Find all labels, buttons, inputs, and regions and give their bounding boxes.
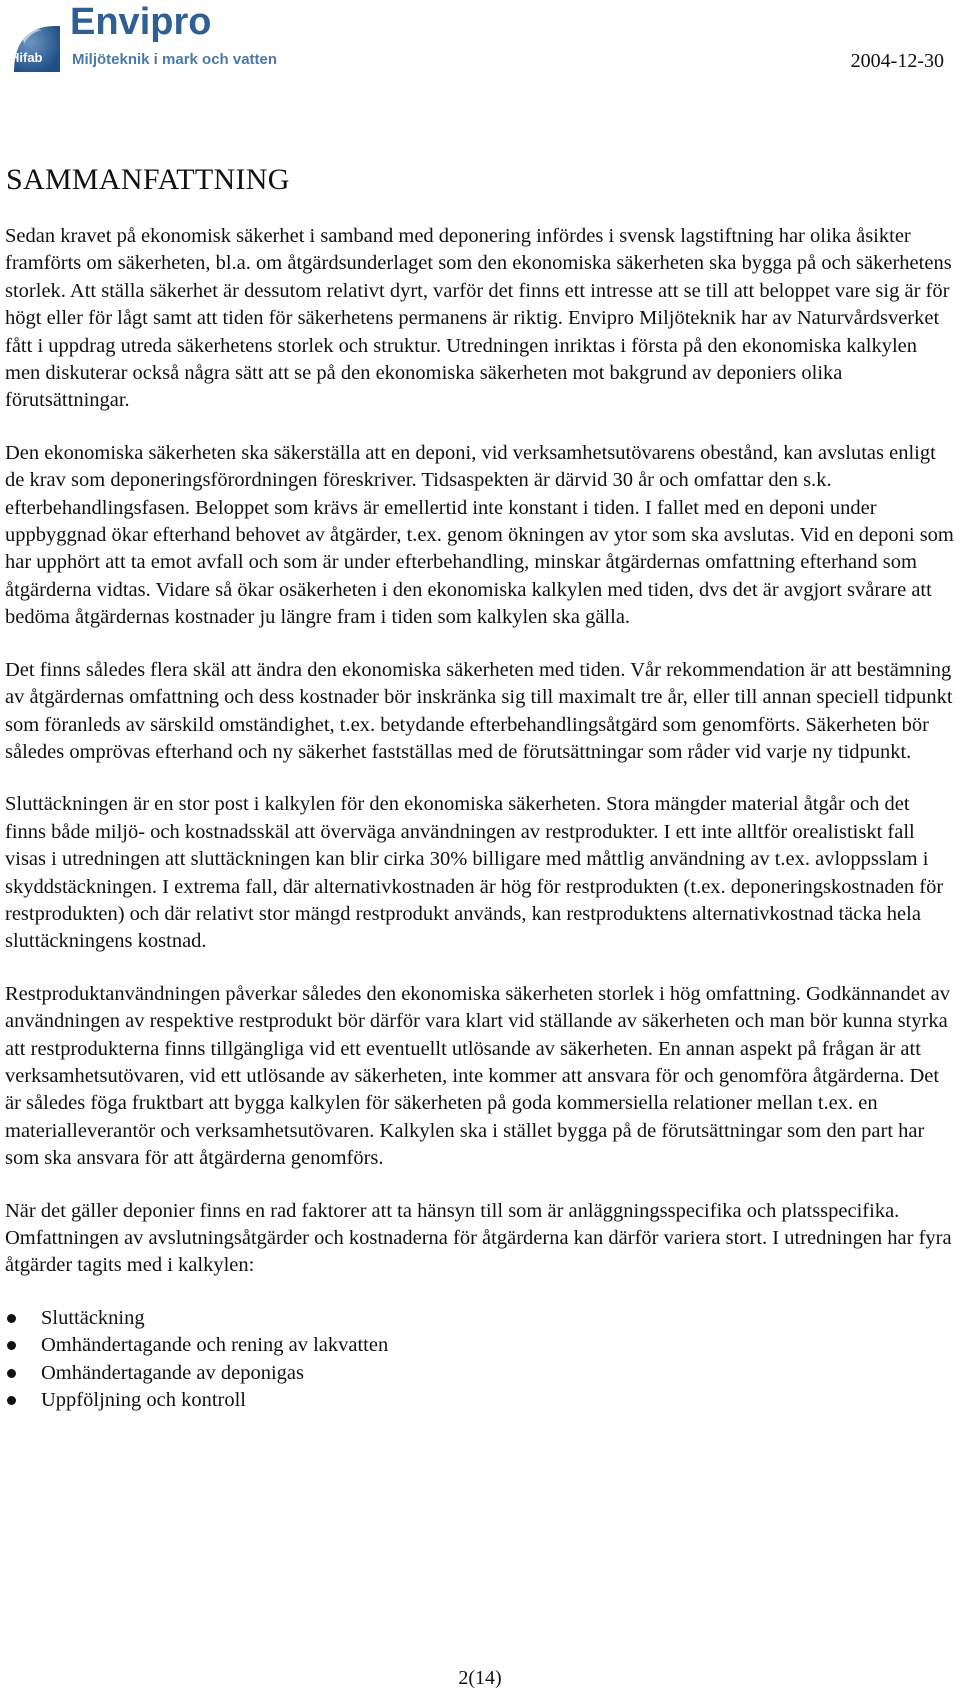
list-item xyxy=(5,1332,955,1359)
list-item xyxy=(5,1360,955,1387)
bullet-icon xyxy=(7,1369,16,1378)
list-item-label: Omhändertagande och rening av lakvatten xyxy=(41,1334,389,1357)
company-logo xyxy=(0,0,290,80)
logo-company-text: Hifab xyxy=(10,50,43,65)
document-body xyxy=(5,223,955,1414)
bullet-icon xyxy=(7,1341,16,1350)
paragraph: Sedan kravet på ekonomisk säkerhet i samband med deponering infördes i svensk lagstiftning har olika åsikter framförts om säkerheten, bl.a. om åtgärdsunderlaget som den ekonomiska säkerheten ska bygga på och säkerhetens storlek. Att ställa säkerhet är dessutom relativt dyrt, varför det finns ett intresse att se till att beloppet vare sig är för högt eller för lågt samt att tiden för säkerhetens permanens är riktig. Envipro Miljöteknik har av Naturvårdsverket fått i uppdrag utreda säkerhetens storlek och struktur. Utredningen inriktas i första på den ekonomiska kalkylen men diskuterar också några sätt att se på den ekonomiska säkerheten mot bakgrund av deponiers olika förutsättningar. xyxy=(5,225,952,412)
paragraph: Det finns således flera skäl att ändra den ekonomiska säkerheten med tiden. Vår rekommendation är att bestämning av åtgärdernas omfattning och dess kostnader bör inskränka sig till maximalt tre år, eller till annan speciell tidpunkt som föranleds av särskild omständighet, t.ex. betydande efterbehandlingsåtgärd som genomförts. Säkerheten bör således omprövas efterhand och ny säkerhet fastställas med de förutsättningar som råder vid varje ny tidpunkt. xyxy=(5,658,953,763)
logo-brand-text: Envipro xyxy=(70,1,212,43)
paragraph: Restproduktanvändningen påverkar således den ekonomiska säkerheten storlek i hög omfattning. Godkännandet av användningen av respektive restprodukt bör därför vara klart vid ställande av säkerheten och man bör kunna styrka att restprodukterna finns tillgängliga vid ett eventuellt utlösande av säkerheten. En annan aspekt på frågan är att verksamhetsutövaren, vid ett utlösande av säkerheten, inte kommer att ansvara för och genomföra åtgärderna. Det är således föga fruktbart att bygga kalkylen för säkerheten på goda kommersiella relationer mellan t.ex. en materialleverantör och verksamhetsutövaren. Kalkylen ska i stället bygga på de förutsättningar som den part har som ska ansvara för att åtgärderna genomförs. xyxy=(5,982,951,1170)
bullet-icon xyxy=(7,1314,16,1323)
list-item-label: Uppföljning och kontroll xyxy=(41,1389,246,1412)
list-item xyxy=(5,1305,955,1332)
measures-list xyxy=(5,1305,955,1415)
list-item xyxy=(5,1387,955,1414)
page-number: 2(14) xyxy=(458,1667,502,1689)
list-item-label: Omhändertagande av deponigas xyxy=(41,1361,304,1384)
paragraph: Sluttäckningen är en stor post i kalkylen för den ekonomiska säkerheten. Stora mängder material åtgår och det finns både miljö- och kostnadsskäl att överväga användningen av restprodukter. I ett inte alltför orealistiskt fall visas i utredningen att sluttäckningen kan blir cirka 30% billigare med måttlig användning av t.ex. avloppsslam i skyddstäckningen. I extrema fall, där alternativkostnaden är hög för restprodukten (t.ex. deponeringskostnaden för restprodukten) och där relativt stor mängd restprodukt används, kan restproduktens alternativkostnad täcka hela sluttäckningens kostnad. xyxy=(5,793,944,953)
paragraph: När det gäller deponier finns en rad faktorer att ta hänsyn till som är anläggningsspecifika och platsspecifika. Omfattningen av avslutningsåtgärder och kostnaderna för åtgärderna kan därför variera stort. I utredningen har fyra åtgärder tagits med i kalkylen: xyxy=(5,1199,952,1277)
logo-tagline: Miljöteknik i mark och vatten xyxy=(72,51,278,68)
page-title: SAMMANFATTNING xyxy=(6,163,290,196)
paragraph: Den ekonomiska säkerheten ska säkerställa att en deponi, vid verksamhetsutövarens obestånd, kan avslutas enligt de krav som deponeringsförordningen föreskriver. Tidsaspekten är därvid 30 år och omfattar den s.k. efterbehandlingsfasen. Beloppet som krävs är emellertid inte konstant i tiden. I fallet med en deponi under uppbyggnad ökar efterhand behovet av åtgärder, t.ex. genom ökningen av ytor som ska avslutas. Vid en deponi som har upphört att ta emot avfall och som är under efterbehandling, minskar åtgärdernas omfattning efterhand som åtgärderna vidtas. Vidare så ökar osäkerheten i den ekonomiska kalkylen med tiden, dvs det är avgjort svårare att bedöma åtgärdernas kostnader ju längre fram i tiden som kalkylen ska gälla. xyxy=(5,441,954,629)
list-item-label: Sluttäckning xyxy=(41,1306,145,1329)
document-date: 2004-12-30 xyxy=(850,50,944,72)
bullet-icon xyxy=(7,1396,16,1405)
